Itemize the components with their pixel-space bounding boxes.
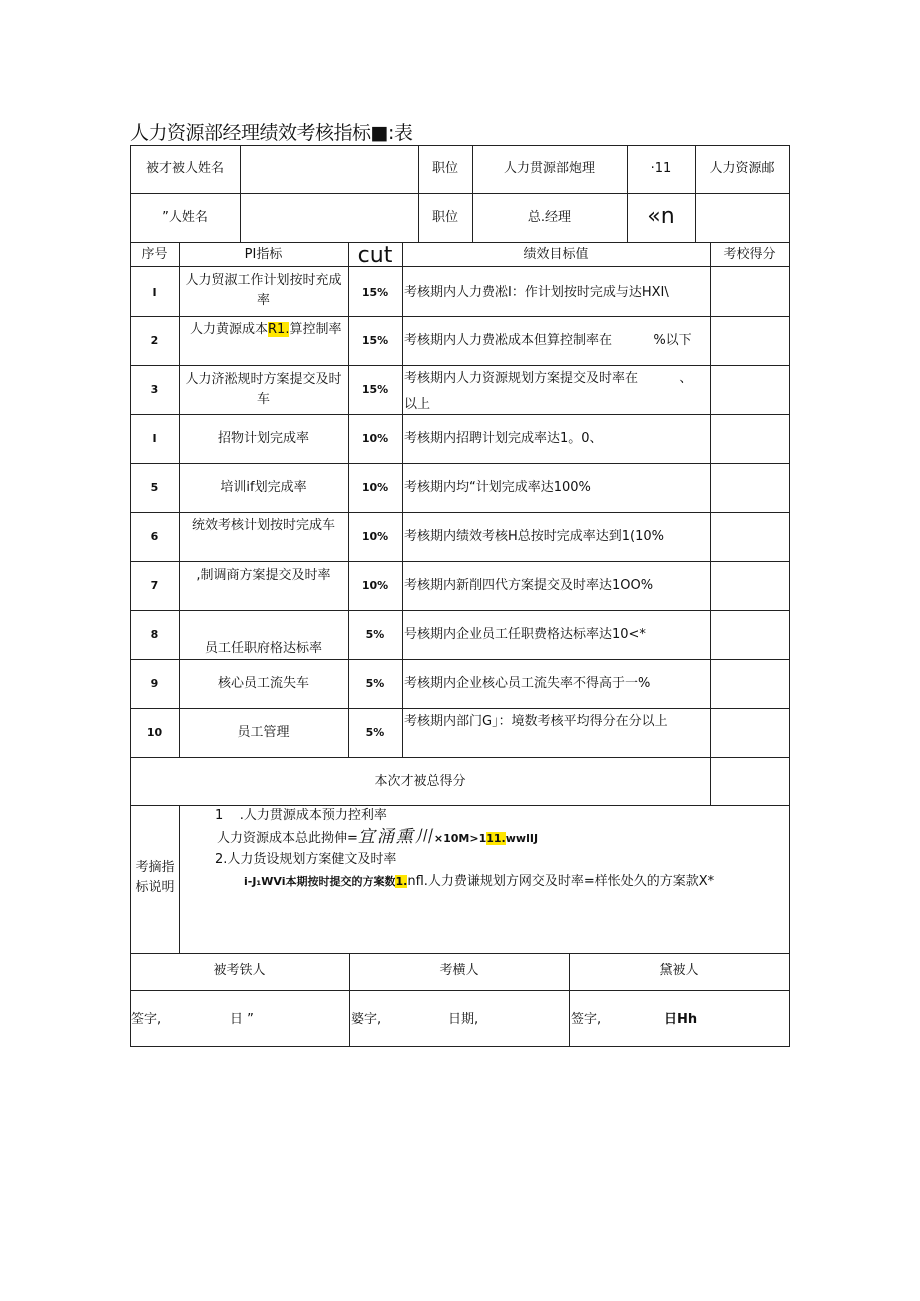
notes-label: 考摘指标说明 [135, 860, 175, 895]
row-target: 考核期内部门G」：境数考核平均得分在分以上 [404, 714, 668, 729]
col-kpi: PI指标 [244, 247, 283, 262]
row-weight: 5% [365, 726, 385, 739]
note-2-formula: i-J₁WVi本期按时提交的方案数1.nfl.人力费谦规划方网交及时率=样怅处久的方案款X* [244, 874, 715, 889]
row-weight: 15% [361, 286, 389, 299]
row-target: 考核期内人力费凇I：作计划按时完成与达HXI\ [404, 285, 669, 300]
row-weight: 5% [365, 677, 385, 690]
col-weight: cut [357, 243, 393, 268]
date-label-3: 日Hh [664, 1012, 698, 1027]
row-seq: 10 [146, 726, 163, 739]
row-weight: 15% [361, 383, 389, 396]
row-weight: 10% [361, 530, 389, 543]
col-seq: 序号 [141, 247, 168, 262]
row-seq: I [152, 286, 157, 299]
row-kpi: 员工任职府格达标率 [204, 641, 322, 656]
note-1-title: 1 .人力贯源成本预力控利率 [215, 808, 387, 823]
date-label-1: 日 ” [230, 1012, 254, 1027]
department-label-2: «n [647, 204, 675, 229]
row-target: 考核期内均“计划完成率达100% [404, 480, 591, 495]
row-kpi: 人力黄源成本R1.算控制率 [190, 322, 342, 337]
row-kpi: 统效考核计划按时完成车 [191, 518, 335, 533]
row-weight: 10% [361, 579, 389, 592]
row-seq: 5 [150, 481, 159, 494]
position-value-2: 总.经理 [527, 210, 572, 225]
row-seq: 3 [150, 383, 159, 396]
sig-label-2: 婆字, [351, 1012, 382, 1027]
row-seq: 9 [150, 677, 159, 690]
row-kpi: 培训if划完成率 [220, 480, 307, 495]
sig-header-evaluator: 考横人 [439, 963, 479, 978]
row-target: 考核期内新削四代方案提交及时率达1OO% [404, 578, 654, 593]
row-kpi: 人力贸淑工作计划按时充成率 [185, 273, 342, 308]
page-title: 人力资源部经理绩效考核指标■:表 [130, 122, 413, 144]
note-1-formula: 人力资源成本总此拗伸=宜涌熏川×10M>111.wwlIJ [217, 827, 539, 847]
sig-header-evaluatee: 被考铁人 [213, 963, 266, 978]
row-kpi: 招物计划完成率 [217, 431, 309, 446]
department-value: 人力资源邮 [709, 161, 775, 176]
row-target: 号核期内企业员工任职费格达标率达10<* [404, 627, 646, 642]
total-score-label: 本次才被总得分 [374, 774, 466, 789]
position-label-1: 职位 [431, 161, 458, 176]
row-target: 考核期内招聘计划完成率达1。0、 [404, 431, 603, 446]
evaluatee-name-label: 被才被人姓名 [145, 161, 224, 176]
evaluator-name-label: ”人姓名 [162, 210, 208, 225]
row-kpi: 人力济淞规时方案提交及时车 [185, 372, 342, 407]
sig-label-1: 筌字, [131, 1012, 162, 1027]
row-kpi: 员工管理 [237, 725, 290, 740]
row-seq: 8 [150, 628, 159, 641]
sig-label-3: 签字, [571, 1012, 602, 1027]
row-weight: 15% [361, 334, 389, 347]
row-target-cont: 以上 [404, 397, 431, 412]
row-target: 考核期内人力费凇成本但算控制率在 %以下 [404, 333, 692, 348]
department-label: ·11 [650, 161, 672, 176]
date-label-2: 日期, [448, 1012, 479, 1027]
position-value-1: 人力贯源部炮理 [503, 161, 595, 176]
note-2-title: 2.人力货设规划方案健文及时率 [215, 852, 397, 867]
sig-header-reviewer: 黛被人 [659, 963, 699, 978]
row-seq: 6 [150, 530, 159, 543]
row-kpi: ,制调商方案提交及时率 [196, 568, 331, 583]
row-seq: 7 [150, 579, 159, 592]
row-target: 考核期内企业核心员工流失率不得高于一% [404, 676, 651, 691]
row-weight: 10% [361, 432, 389, 445]
row-weight: 10% [361, 481, 389, 494]
col-score: 考校得分 [723, 247, 776, 262]
row-weight: 5% [365, 628, 385, 641]
row-kpi: 核心员工流失车 [217, 676, 309, 691]
row-seq: 2 [150, 334, 159, 347]
row-target: 考核期内人力资源规划方案提交及时率在 、 [404, 371, 693, 386]
row-seq: I [152, 432, 157, 445]
col-target: 绩效目标值 [523, 247, 589, 262]
position-label-2: 职位 [431, 210, 458, 225]
row-target: 考核期内绩效考核H总按时完成率达到1(10% [404, 529, 665, 544]
